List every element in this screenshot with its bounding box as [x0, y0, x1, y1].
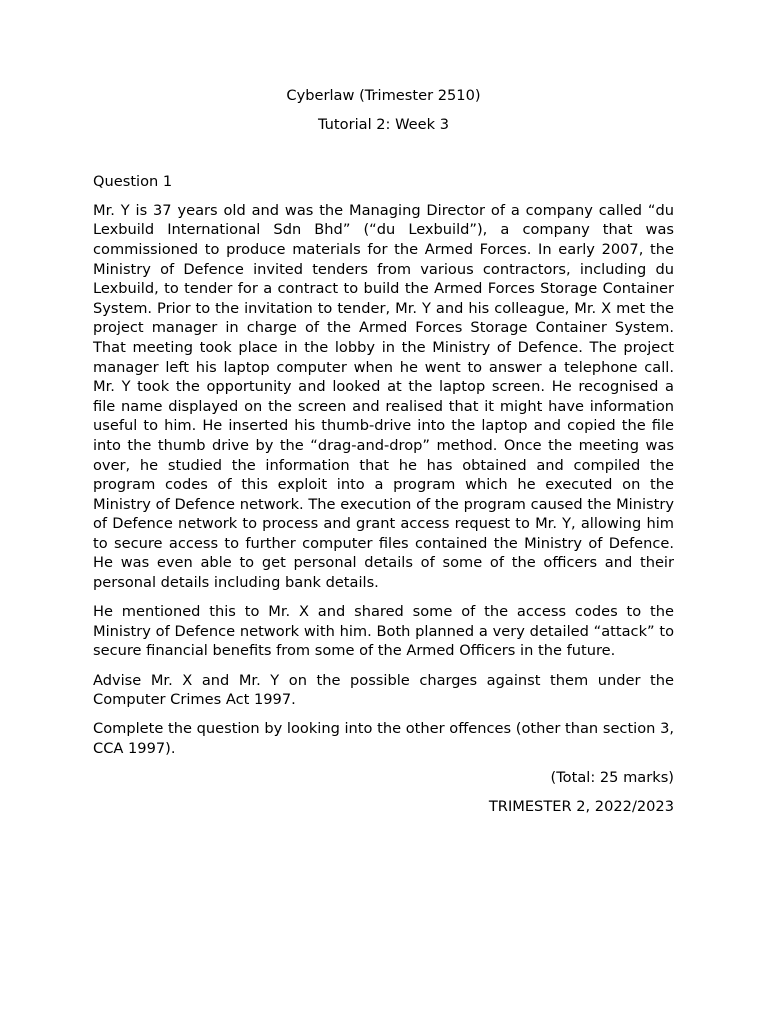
- document-title: Cyberlaw (Trimester 2510): [286, 87, 481, 104]
- document-subtitle: Tutorial 2: Week 3: [317, 115, 450, 133]
- trimester-footer: TRIMESTER 2, 2022/2023: [488, 797, 674, 815]
- question-paragraph-3: Advise Mr. X and Mr. Y on the possible charges against them under the Computer Crimes Act 1997.: [93, 671, 674, 709]
- total-marks: (Total: 25 marks): [550, 769, 674, 787]
- question-paragraph-2: He mentioned this to Mr. X and shared some of the access codes to the Ministry of Defence network with him. Both planned a very detailed “attack” to secure financial benefits from some of the Armed Officers in the future.: [93, 603, 674, 660]
- question-paragraph-1: Mr. Y is 37 years old and was the Managing Director of a company called “du Lexbuild International Sdn Bhd” (“du Lexbuild”), a company that was commissioned to produce materials for the Armed Forces. In early 2007, the Ministry of Defence invited tenders from various contractors, including du Lexbuild, to tender for a contract to build the Armed Forces Storage Container System. Prior to the invitation to tender, Mr. Y and his colleague, Mr. X met the project manager in charge of the Armed Forces Storage Container System. That meeting took place in the lobby in the Ministry of Defence. The project manager left his laptop computer when he went to answer a telephone call. Mr. Y took the opportunity and looked at the laptop screen. He recognised a file name displayed on the screen and realised that it might have information useful to him. He inserted his thumb-drive into the laptop and copied the file into the thumb drive by the “drag-and-drop” method. Once the meeting was over, he studied the information that he has obtained and compiled the program codes of this exploit into a program which he executed on the Ministry of Defence network. The execution of the program caused the Ministry of Defence network to process and grant access request to Mr. Y, allowing him to secure access to further computer files contained the Ministry of Defence. He was even able to get personal details of some of the officers and their personal details including bank details.: [93, 201, 674, 592]
- question-paragraph-4: Complete the question by looking into the other offences (other than section 3, CCA 1997).: [93, 720, 674, 757]
- question-label: Question 1: [93, 173, 173, 191]
- document-page: [93, 86, 674, 816]
